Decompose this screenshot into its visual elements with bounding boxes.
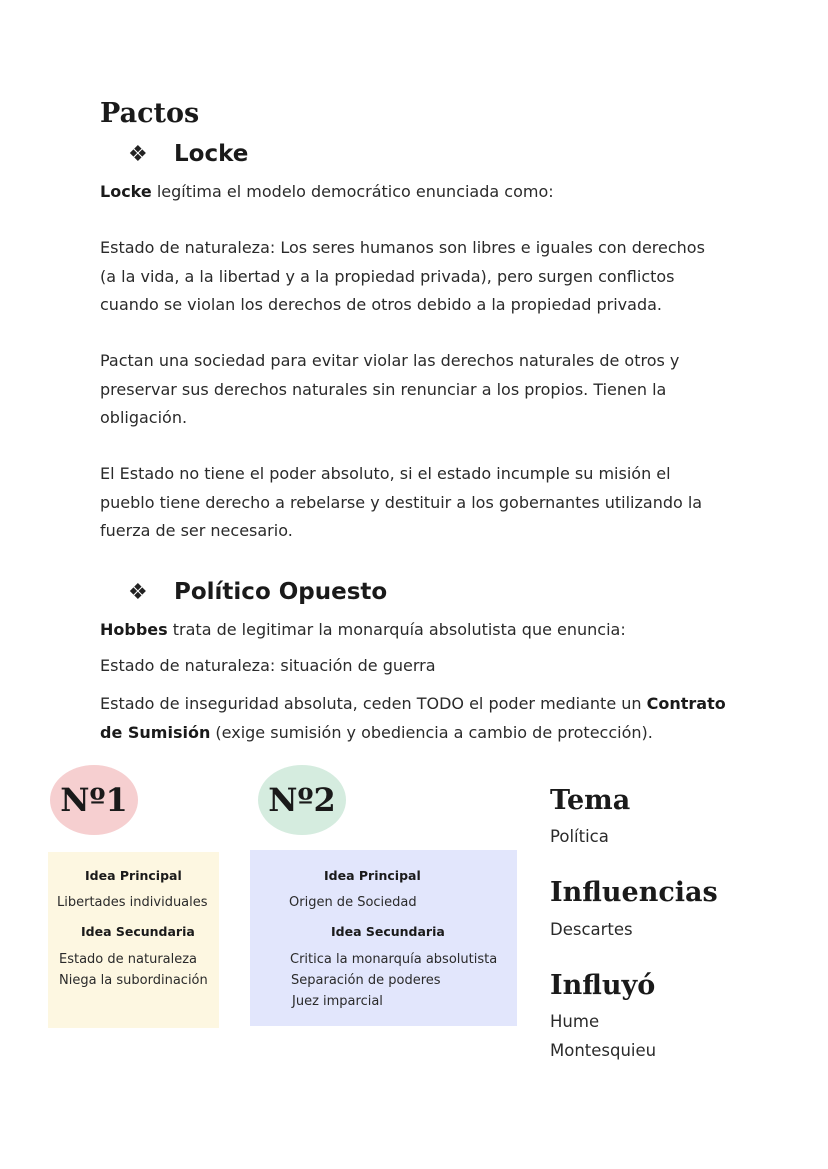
card1-circle [50,765,138,835]
opuesto-intro [100,616,740,645]
opuesto-intro-bold: Hobbes [100,620,168,639]
opuesto-heading [128,579,387,605]
influencias-value: Descartes [550,920,633,939]
opuesto-intro-text: trata de legitimar la monarquía absolutista que enuncia: [167,620,626,639]
locke-paragraph-3: El Estado no tiene el poder absoluto, si el estado incumple su misión el pueblo tiene derecho a rebelarse y destituir a los gobernantes utilizando la fuerza de ser necesario. [100,464,703,540]
page-title: Pactos [100,98,200,129]
opuesto-line-2-text-2: (exige sumisión y obediencia a cambio de protección). [210,722,653,742]
opuesto-line-2-text: Estado de inseguridad absoluta, ceden TODO el poder mediante un [100,694,647,713]
locke-heading [128,141,248,167]
opuesto-line-2-bold: Contrato [646,694,726,713]
card2-secundaria-item: Separación de poderes [291,973,441,988]
locke-intro-text: legítima el modelo democrático enunciada como: [151,182,554,201]
influyo-value: Montesquieu [550,1041,657,1060]
card2-secundaria-title: Idea Secundaria [331,924,445,939]
card2-secundaria-item: Juez imparcial [292,994,383,1009]
locke-paragraph-1: Estado de naturaleza: Los seres humanos son libres e iguales con derechos (a la vida, a la libertad y a la propiedad privada), pero surgen conflictos cuando se violan los derechos de otros debido a la propiedad privada. [100,238,705,314]
card1-label: Nº1 [60,781,128,819]
card1-secundaria-title: Idea Secundaria [81,924,195,939]
opuesto-line-2 [100,690,740,747]
locke-paragraph-2: Pactan una sociedad para evitar violar las derechos naturales de otros y preservar sus derechos naturales sin renunciar a los propios. Tienen la obligación. [100,351,680,427]
influencias-heading: Influencias [550,877,718,908]
locke-intro [100,178,740,207]
locke-heading-text: Locke [174,141,249,167]
card1-principal-item: Libertades individuales [57,895,208,910]
tema-heading: Tema [550,785,631,816]
card2-principal-item: Origen de Sociedad [289,895,417,910]
tema-value: Política [550,827,609,846]
opuesto-heading-text: Político Opuesto [174,579,388,605]
influyo-heading: Influyó [550,970,656,1001]
card1-principal-title: Idea Principal [85,868,182,883]
card2-secundaria-item: Critica la monarquía absolutista [290,952,498,967]
card2-box [250,850,517,1026]
card2-circle [258,765,346,835]
influyo-value: Hume [550,1012,600,1031]
card1-box [48,852,219,1028]
opuesto-line-1: Estado de naturaleza: situación de guerra [100,656,436,675]
diamond-bullet-icon: ❖ [128,579,148,605]
opuesto-line-2-bold-2: de Sumisión [100,722,211,742]
card2-label: Nº2 [268,781,336,819]
card1-secundaria-item: Niega la subordinación [59,973,208,988]
diamond-bullet-icon: ❖ [128,141,148,167]
locke-intro-bold: Locke [100,182,152,201]
card2-principal-title: Idea Principal [324,868,421,883]
card1-secundaria-item: Estado de naturaleza [59,952,198,967]
